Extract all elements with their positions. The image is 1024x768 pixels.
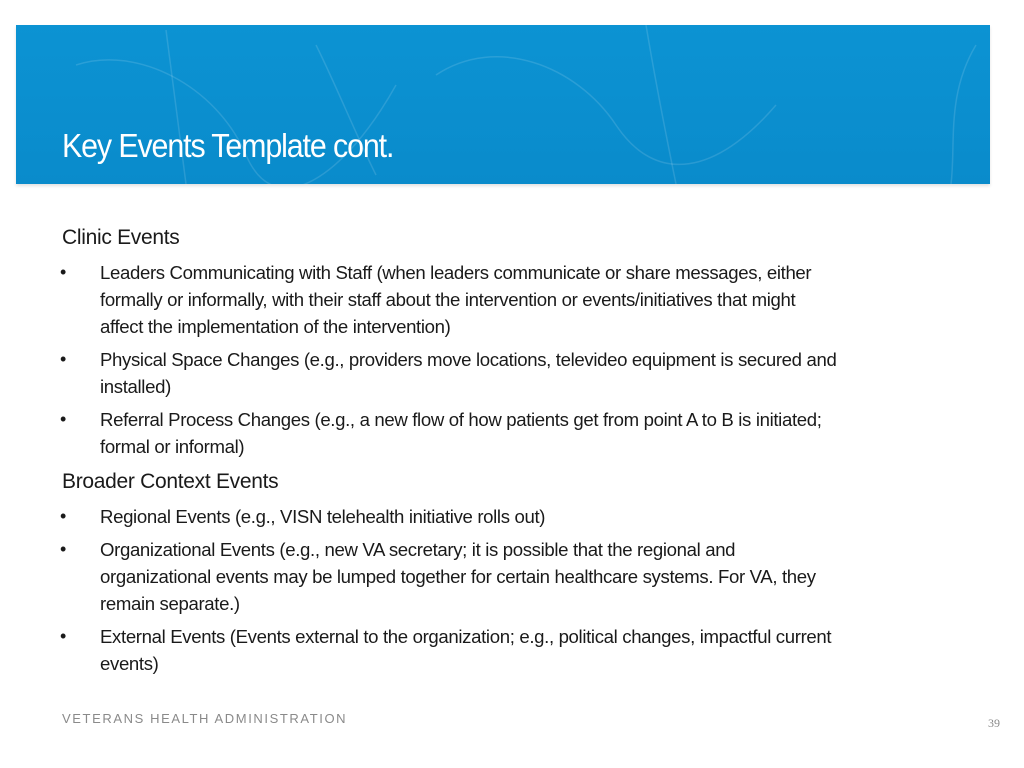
bullet-marker: • [60, 506, 67, 526]
bullet-item [62, 346, 982, 400]
bullet-text-line: formally or informally, with their staff about the intervention or events/initiatives that might [100, 289, 796, 310]
bullet-item [62, 536, 982, 617]
bullet-marker: • [60, 262, 67, 282]
bullet-text-line: Organizational Events (e.g., new VA secretary; it is possible that the regional and [100, 539, 736, 560]
bullet-text-line: External Events (Events external to the organization; e.g., political changes, impactful current [100, 626, 832, 647]
bullet-marker: • [60, 349, 67, 369]
slide-title: Key Events Template cont. [62, 127, 394, 164]
title-banner [16, 25, 990, 184]
bullet-text-line: organizational events may be lumped together for certain healthcare systems. For VA, they [100, 566, 816, 587]
page-number: 39 [988, 716, 1000, 730]
bullet-item [62, 623, 982, 677]
bullet-text-line: Leaders Communicating with Staff (when leaders communicate or share messages, either [100, 262, 812, 283]
bullet-marker: • [60, 409, 67, 429]
bullet-item [62, 406, 982, 460]
bullet-item [62, 259, 982, 340]
footer-organization: VETERANS HEALTH ADMINISTRATION [62, 711, 348, 726]
bullet-text-line: installed) [100, 376, 171, 397]
bullet-text-line: affect the implementation of the intervention) [100, 316, 451, 337]
slide-body [62, 225, 982, 683]
section-heading: Clinic Events [62, 226, 180, 249]
bullet-marker: • [60, 539, 67, 559]
bullet-marker: • [60, 626, 67, 646]
bullet-text-line: Physical Space Changes (e.g., providers move locations, televideo equipment is secured and [100, 349, 837, 370]
bullet-text-line: events) [100, 653, 159, 674]
bullet-text-line: formal or informal) [100, 436, 245, 457]
bullet-text-line: remain separate.) [100, 593, 240, 614]
bullet-item [62, 503, 982, 530]
section-heading: Broader Context Events [62, 470, 279, 493]
bullet-text-line: Referral Process Changes (e.g., a new flow of how patients get from point A to B is initiated; [100, 409, 822, 430]
bullet-text-line: Regional Events (e.g., VISN telehealth initiative rolls out) [100, 506, 546, 527]
